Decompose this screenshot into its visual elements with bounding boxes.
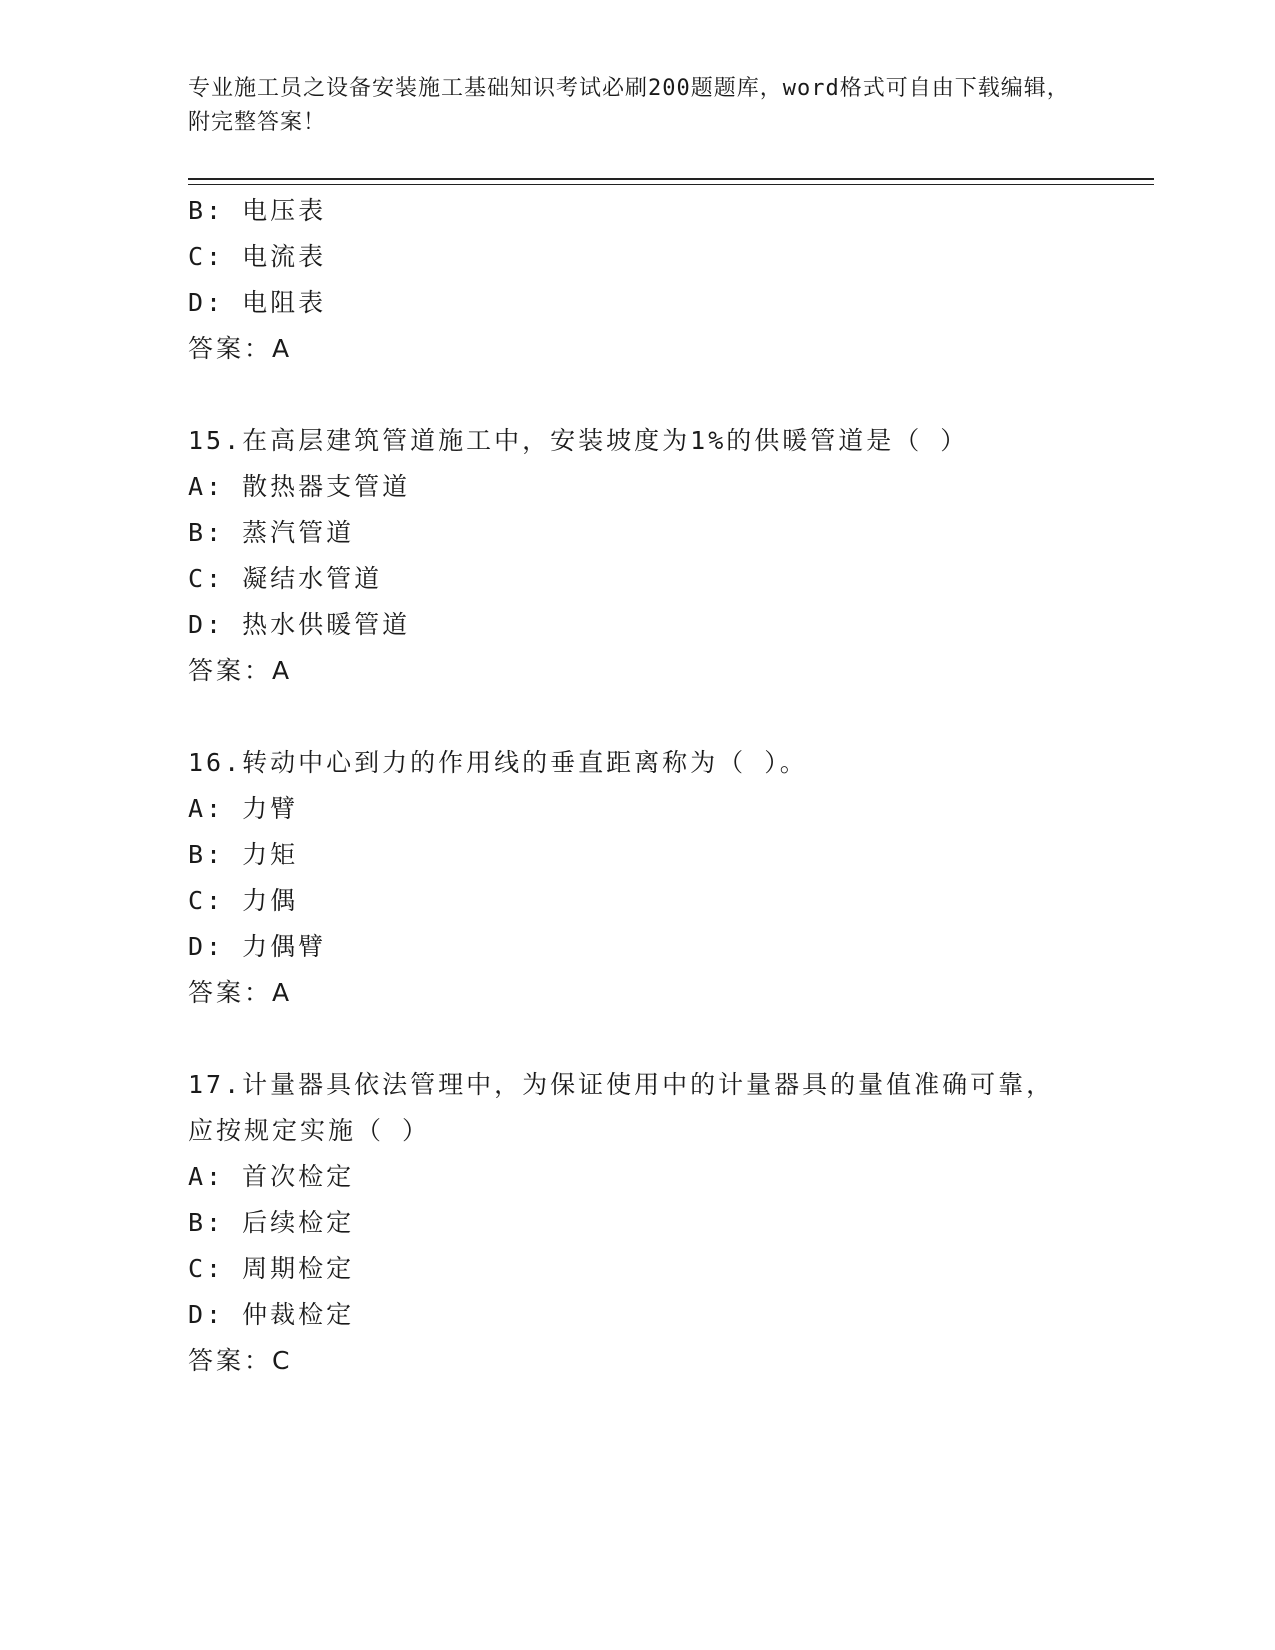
- answer-line: 答案：C: [188, 1346, 293, 1375]
- question-block-17: [188, 1062, 1088, 1384]
- option-a: A: 首次检定: [188, 1162, 355, 1191]
- option-d: D: 热水供暖管道: [188, 610, 411, 639]
- option-b: B: 蒸汽管道: [188, 518, 355, 547]
- option-c: C: 凝结水管道: [188, 564, 383, 593]
- question-stem: 17.计量器具依法管理中，为保证使用中的计量器具的量值准确可靠，应按规定实施（ ）: [188, 1070, 1055, 1145]
- spacer: [188, 372, 1088, 418]
- option-d: D: 电阻表: [188, 288, 327, 317]
- question-list: [188, 188, 1088, 1384]
- header-divider-thin: [188, 184, 1154, 185]
- question-block-14: [188, 188, 1088, 372]
- option-a: A: 力臂: [188, 794, 299, 823]
- question-stem: 15.在高层建筑管道施工中，安装坡度为1%的供暖管道是（ ）: [188, 426, 969, 455]
- option-d: D: 仲裁检定: [188, 1300, 355, 1329]
- question-block-15: [188, 418, 1088, 694]
- question-stem: 16.转动中心到力的作用线的垂直距离称为（ ）。: [188, 748, 808, 777]
- option-b: B: 力矩: [188, 840, 299, 869]
- option-a: A: 散热器支管道: [188, 472, 411, 501]
- answer-line: 答案：A: [188, 978, 293, 1007]
- spacer: [188, 1016, 1088, 1062]
- spacer: [188, 694, 1088, 740]
- document-header: 专业施工员之设备安装施工基础知识考试必刷200题题库，word格式可自由下载编辑，附完整答案！: [188, 76, 1070, 135]
- option-c: C: 电流表: [188, 242, 327, 271]
- header-divider-thick: [188, 178, 1154, 180]
- option-d: D: 力偶臂: [188, 932, 327, 961]
- option-c: C: 力偶: [188, 886, 299, 915]
- option-b: B: 电压表: [188, 196, 327, 225]
- question-block-16: [188, 740, 1088, 1016]
- option-b: B: 后续检定: [188, 1208, 355, 1237]
- option-c: C: 周期检定: [188, 1254, 355, 1283]
- answer-line: 答案：A: [188, 656, 293, 685]
- answer-line: 答案：A: [188, 334, 293, 363]
